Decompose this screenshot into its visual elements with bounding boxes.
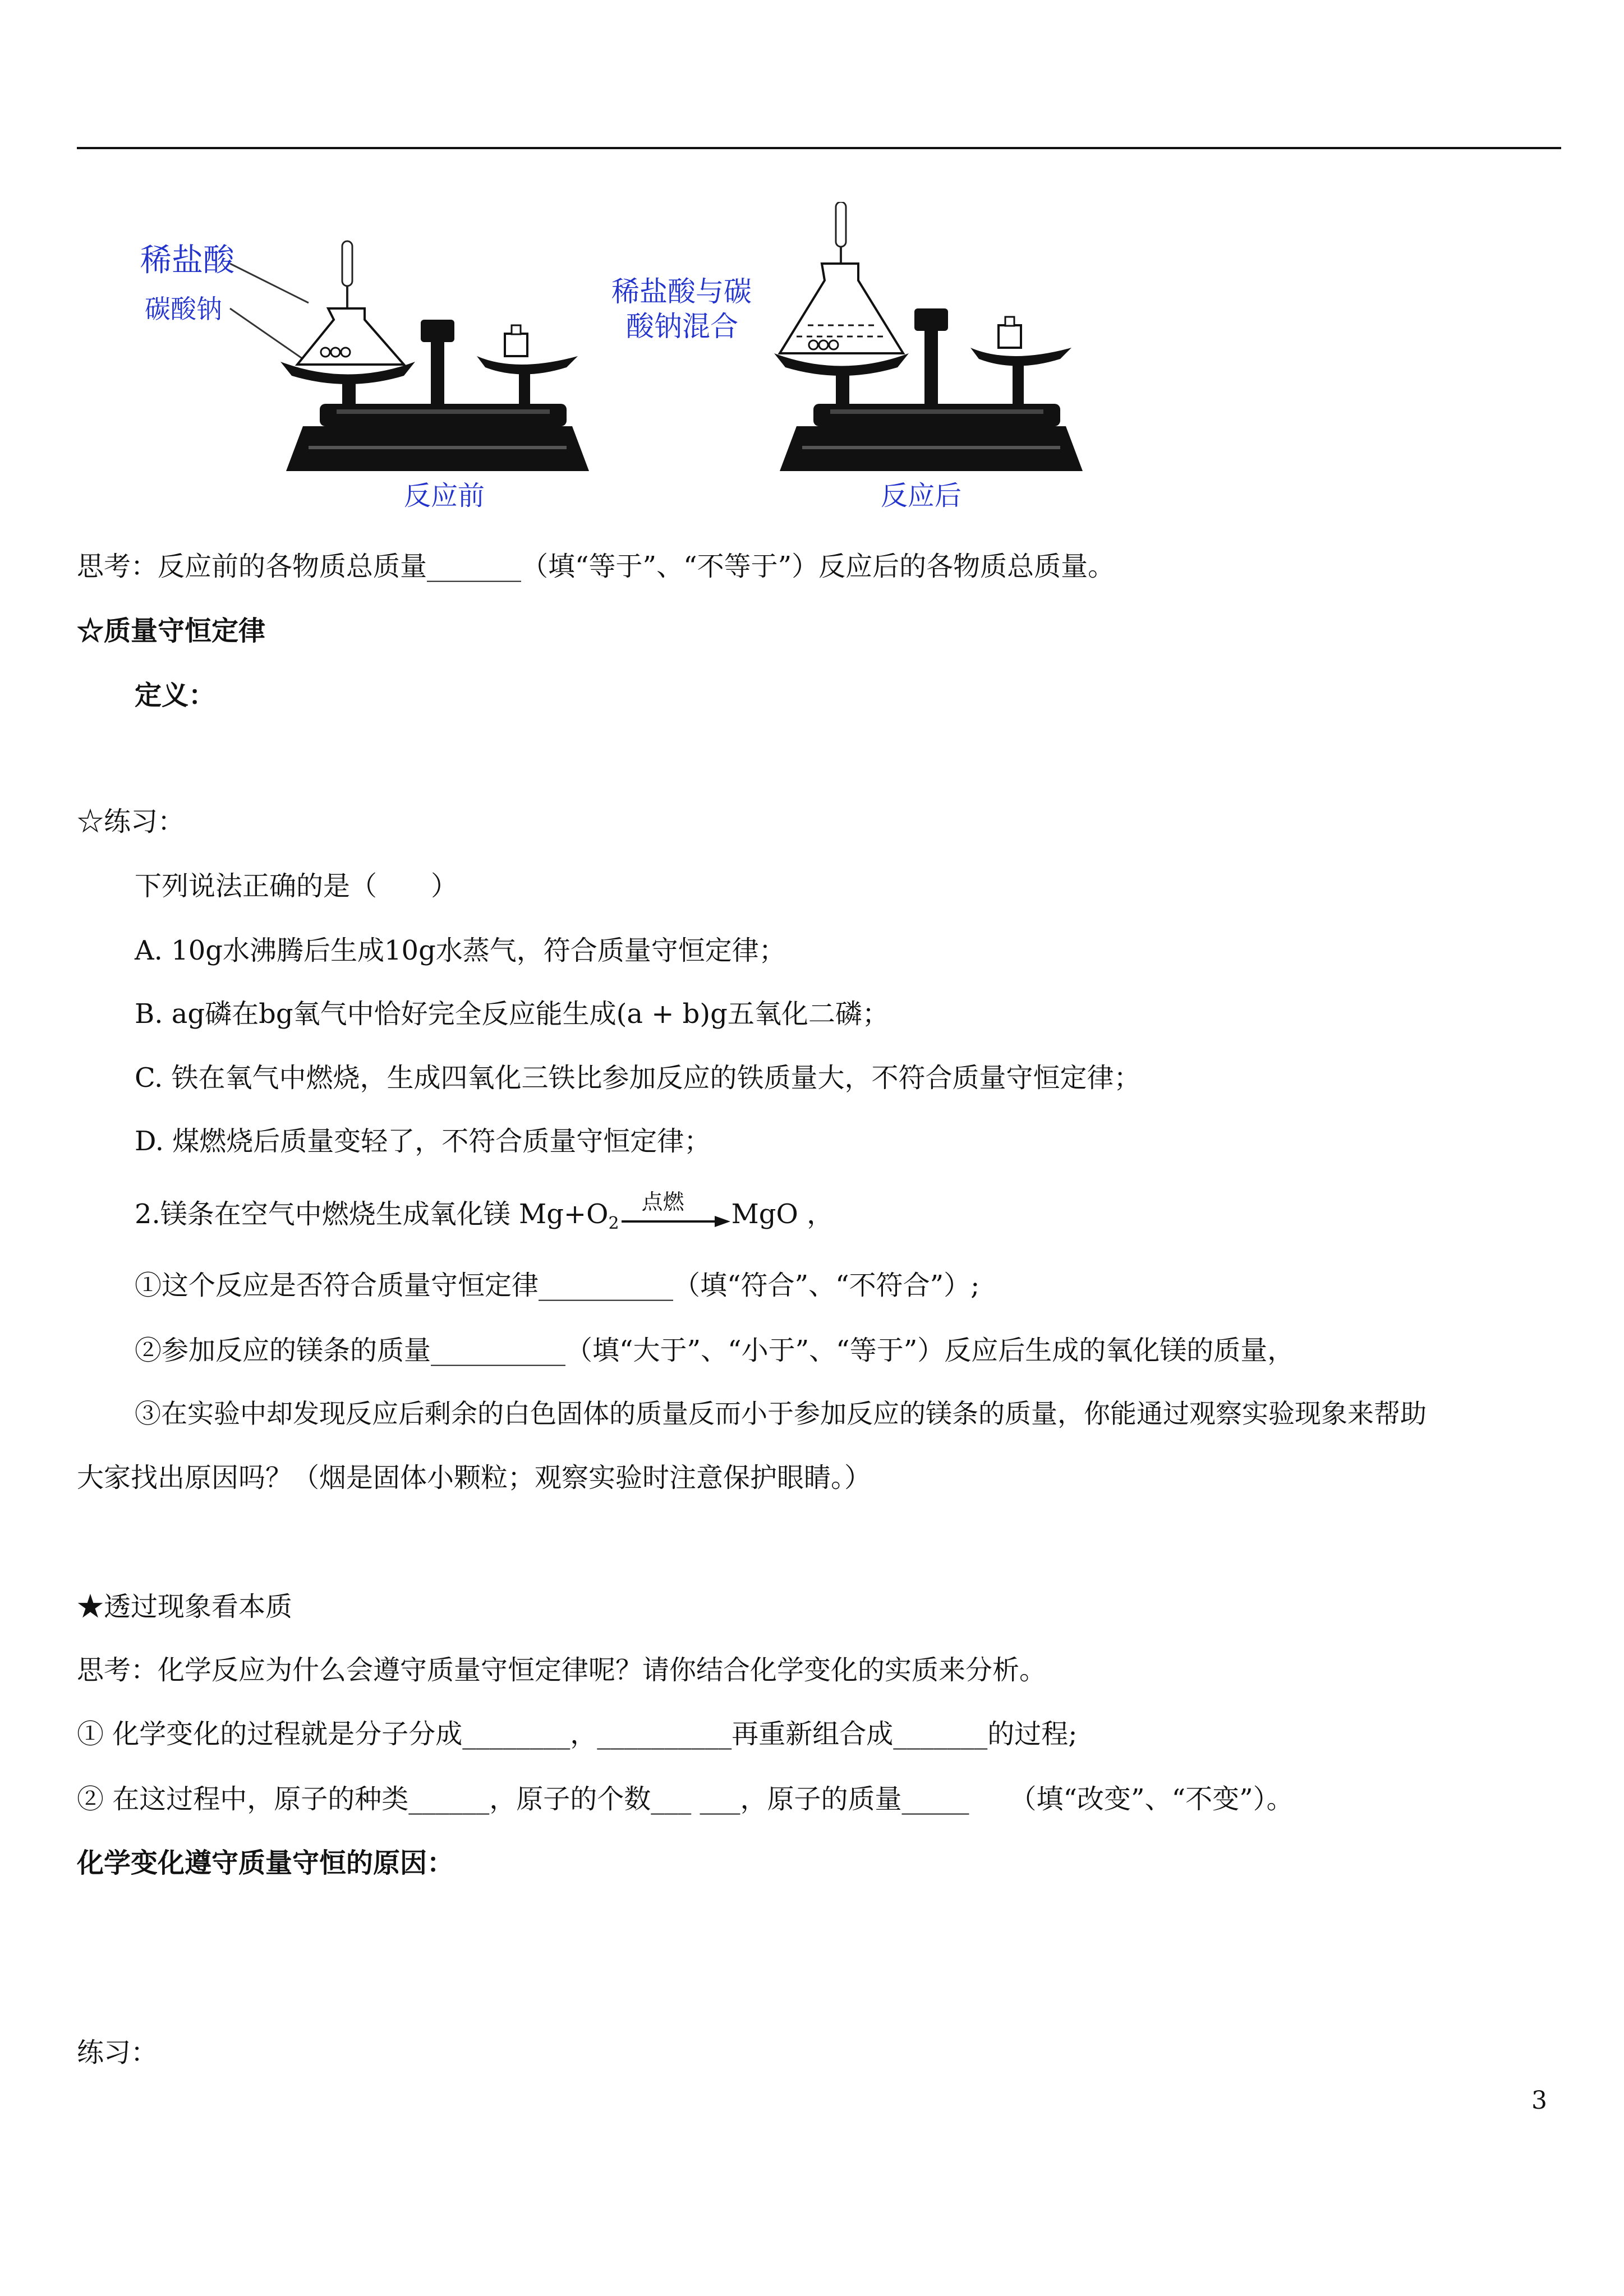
q2-stem-post: MgO ， <box>731 1198 834 1230</box>
q2-part-2: ②参加反应的镁条的质量__________（填“大于”、“小于”、“等于”）反应后生成的氧化镁的质量， <box>135 1335 1295 1366</box>
q2-part-1: ①这个反应是否符合质量守恒定律__________（填“符合”、“不符合”）; <box>135 1270 980 1301</box>
q1-stem: 下列说法正确的是（ ） <box>135 870 458 902</box>
page-number: 3 <box>1531 2086 1547 2115</box>
reason-title: 化学变化遵守质量守恒的原因： <box>77 1847 454 1879</box>
q1-option-b: B. ag磷在bg氧气中恰好完全反应能生成(a + b)g五氧化二磷； <box>135 998 889 1030</box>
essence-title: ★透过现象看本质 <box>77 1591 293 1622</box>
essence-item-1: ① 化学变化的过程就是分子分成________，__________再重新组合成_______的过程; <box>77 1718 1078 1750</box>
law-title: ☆质量守恒定律 <box>77 615 266 647</box>
q1-option-c: C. 铁在氧气中燃烧，生成四氧化三铁比参加反应的铁质量大，不符合质量守恒定律； <box>135 1062 1141 1094</box>
label-mixture-line1: 稀盐酸与碳 <box>611 275 752 308</box>
label-mixture-line2: 酸钠混合 <box>626 310 738 343</box>
q2-part-3-line2: 大家找出原因吗？（烟是固体小颗粒；观察实验时注意保护眼睛。） <box>77 1462 872 1493</box>
caption-after: 反应后 <box>881 480 962 511</box>
q1-option-a: A. 10g水沸腾后生成10g水蒸气，符合质量守恒定律； <box>135 935 786 966</box>
q2-stem-pre: 2.镁条在空气中燃烧生成氧化镁 Mg+O <box>135 1198 609 1230</box>
practice-title-1: ☆练习： <box>77 806 185 837</box>
caption-before: 反应前 <box>404 480 485 511</box>
practice-title-2: 练习： <box>77 2037 158 2068</box>
balance-figure-before <box>135 224 595 516</box>
q2-stem <box>135 1190 834 1241</box>
think-question-2: 思考：化学反应为什么会遵守质量守恒定律呢？请你结合化学变化的实质来分析。 <box>77 1654 1047 1686</box>
essence-item-2: ② 在这过程中，原子的种类______，原子的个数___ ___，原子的质量_____ （填“改变”、“不变”）。 <box>77 1783 1294 1815</box>
q2-part-3-line1: ③在实验中却发现反应后剩余的白色固体的质量反而小于参加反应的镁条的质量，你能通过观察实验现象来帮助 <box>135 1399 1427 1430</box>
balance-figure-after <box>611 202 1083 516</box>
reaction-condition: 点燃 <box>641 1190 684 1214</box>
label-hydrochloric-acid: 稀盐酸 <box>140 242 234 279</box>
definition-label: 定义： <box>135 680 216 711</box>
think-question-1: 思考：反应前的各物质总质量_______（填“等于”、“不等于”）反应后的各物质总质量。 <box>77 551 1115 582</box>
reaction-arrow <box>619 1190 732 1231</box>
label-sodium-carbonate: 碳酸钠 <box>145 294 222 324</box>
header-rule <box>77 147 1561 149</box>
q1-option-d: D. 煤燃烧后质量变轻了，不符合质量守恒定律； <box>135 1126 711 1157</box>
q2-subscript: 2 <box>608 1214 619 1233</box>
